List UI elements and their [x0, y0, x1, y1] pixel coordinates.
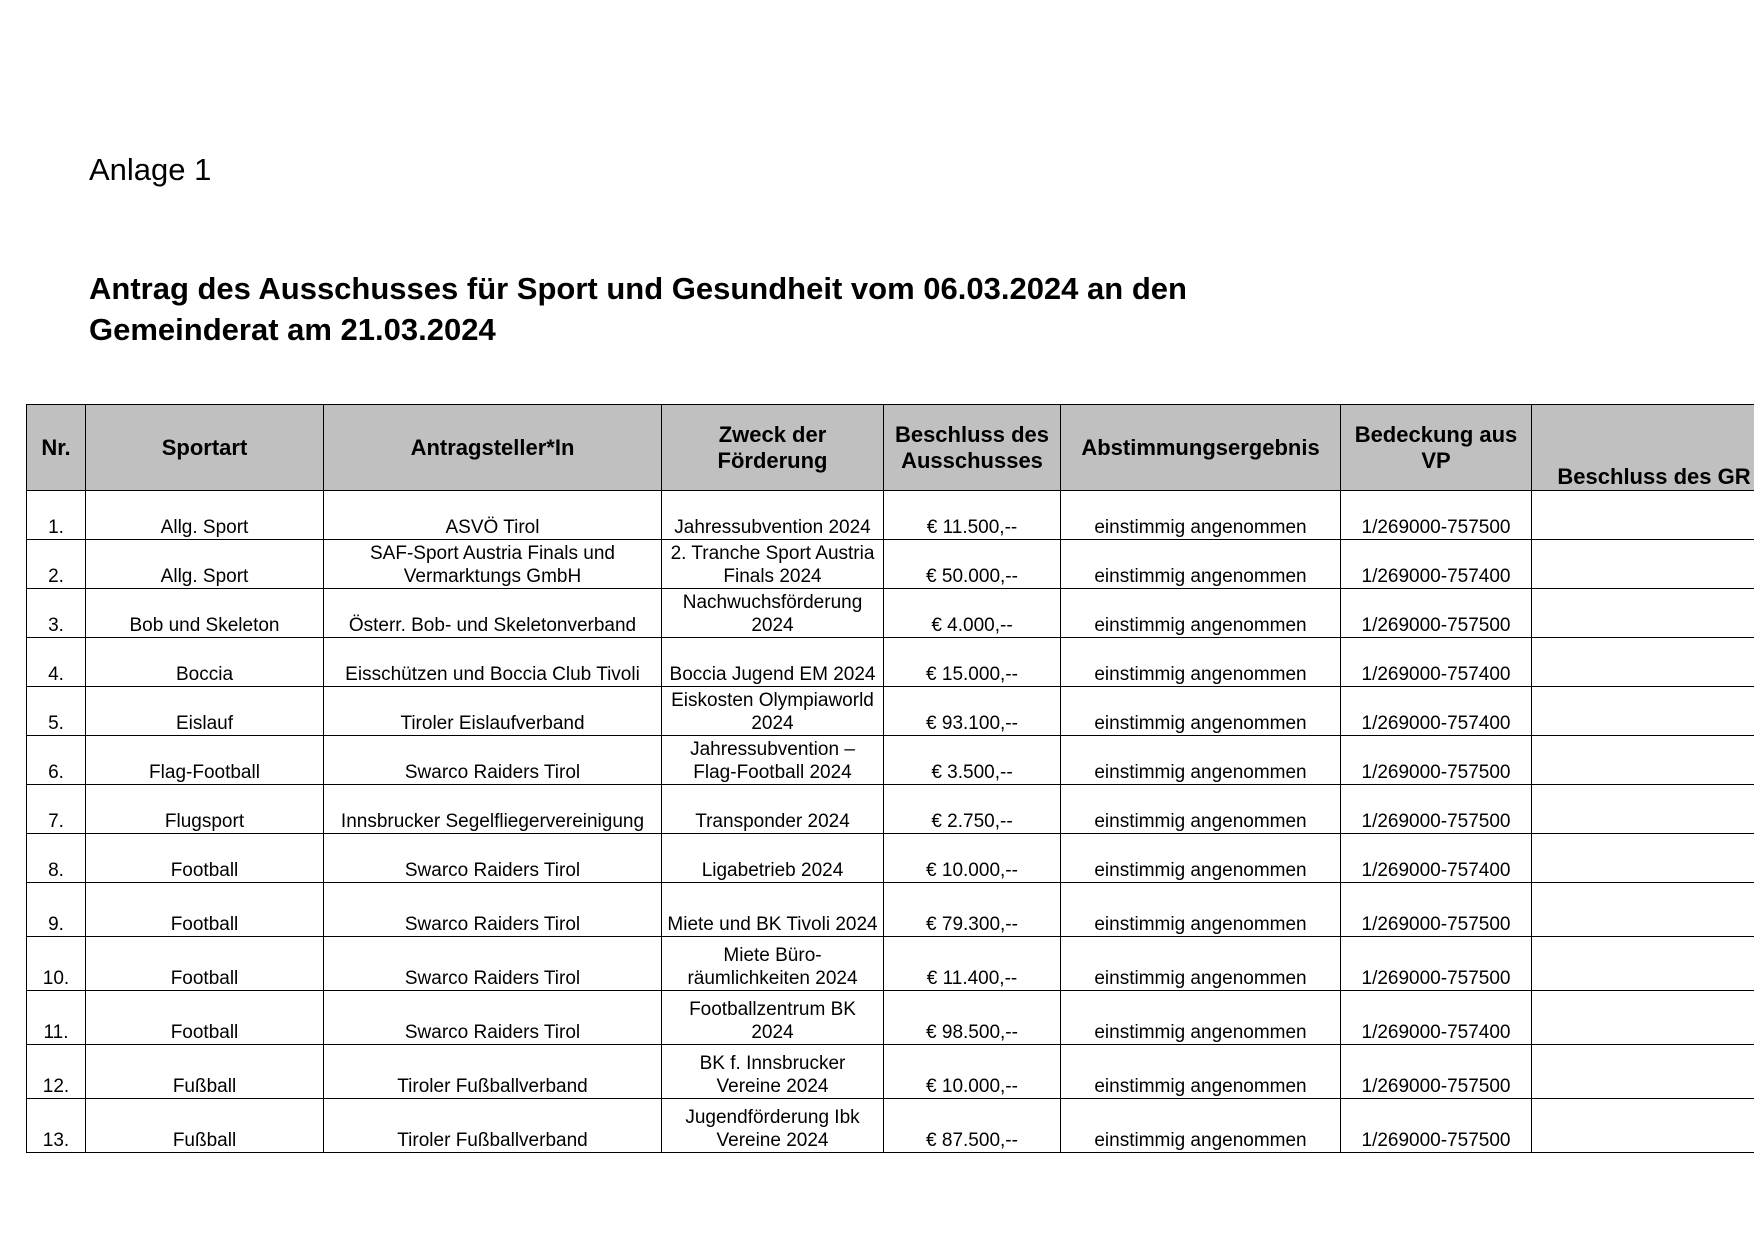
- cell-bedeckung: 1/269000-757500: [1341, 1099, 1532, 1153]
- cell-abstimmung: einstimmig angenommen: [1061, 491, 1341, 540]
- cell-beschluss-betrag: € 10.000,--: [884, 1045, 1061, 1099]
- cell-abstimmung: einstimmig angenommen: [1061, 638, 1341, 687]
- header-sportart: Sportart: [86, 405, 324, 491]
- cell-beschluss-betrag: € 2.750,--: [884, 785, 1061, 834]
- cell-abstimmung: einstimmig angenommen: [1061, 1045, 1341, 1099]
- cell-bedeckung: 1/269000-757500: [1341, 491, 1532, 540]
- cell-antragsteller: Swarco Raiders Tirol: [324, 883, 662, 937]
- cell-sportart: Football: [86, 991, 324, 1045]
- header-abstimmung: Abstimmungsergebnis: [1061, 405, 1341, 491]
- table-row: [27, 687, 1754, 736]
- table-row: [27, 638, 1754, 687]
- cell-sportart: Fußball: [86, 1099, 324, 1153]
- table-row: [27, 937, 1754, 991]
- header-bedeckung: Bedeckung aus VP: [1341, 405, 1532, 491]
- cell-bedeckung: 1/269000-757400: [1341, 991, 1532, 1045]
- table-body: [27, 491, 1754, 1153]
- cell-beschluss-betrag: € 4.000,--: [884, 589, 1061, 638]
- cell-abstimmung: einstimmig angenommen: [1061, 736, 1341, 785]
- cell-zweck: 2. Tranche Sport Austria Finals 2024: [662, 540, 884, 589]
- cell-beschluss-gr: [1532, 991, 1754, 1045]
- cell-beschluss-betrag: € 98.500,--: [884, 991, 1061, 1045]
- cell-antragsteller: Tiroler Eislaufverband: [324, 687, 662, 736]
- cell-antragsteller: Swarco Raiders Tirol: [324, 991, 662, 1045]
- cell-sportart: Boccia: [86, 638, 324, 687]
- cell-antragsteller: Swarco Raiders Tirol: [324, 834, 662, 883]
- cell-bedeckung: 1/269000-757500: [1341, 785, 1532, 834]
- cell-beschluss-gr: [1532, 736, 1754, 785]
- cell-bedeckung: 1/269000-757400: [1341, 687, 1532, 736]
- cell-beschluss-betrag: € 11.500,--: [884, 491, 1061, 540]
- cell-antragsteller: Innsbrucker Segelfliegervereinigung: [324, 785, 662, 834]
- cell-nr: 8.: [27, 834, 86, 883]
- cell-beschluss-betrag: € 50.000,--: [884, 540, 1061, 589]
- cell-antragsteller: Tiroler Fußballverband: [324, 1045, 662, 1099]
- cell-abstimmung: einstimmig angenommen: [1061, 883, 1341, 937]
- cell-abstimmung: einstimmig angenommen: [1061, 785, 1341, 834]
- cell-beschluss-gr: [1532, 589, 1754, 638]
- cell-beschluss-gr: [1532, 638, 1754, 687]
- cell-bedeckung: 1/269000-757400: [1341, 638, 1532, 687]
- cell-nr: 2.: [27, 540, 86, 589]
- cell-beschluss-gr: [1532, 883, 1754, 937]
- cell-nr: 7.: [27, 785, 86, 834]
- annex-label: Anlage 1: [89, 152, 212, 187]
- cell-sportart: Football: [86, 834, 324, 883]
- cell-beschluss-betrag: € 11.400,--: [884, 937, 1061, 991]
- cell-nr: 3.: [27, 589, 86, 638]
- cell-bedeckung: 1/269000-757400: [1341, 834, 1532, 883]
- cell-zweck: Jahressubvention – Flag-Football 2024: [662, 736, 884, 785]
- table-row: [27, 736, 1754, 785]
- cell-sportart: Fußball: [86, 1045, 324, 1099]
- cell-nr: 12.: [27, 1045, 86, 1099]
- cell-zweck: Miete Büro-räumlichkeiten 2024: [662, 937, 884, 991]
- header-nr: Nr.: [27, 405, 86, 491]
- cell-nr: 5.: [27, 687, 86, 736]
- cell-abstimmung: einstimmig angenommen: [1061, 540, 1341, 589]
- cell-bedeckung: 1/269000-757400: [1341, 540, 1532, 589]
- table-row: [27, 1045, 1754, 1099]
- table-row: [27, 1099, 1754, 1153]
- cell-sportart: Flugsport: [86, 785, 324, 834]
- cell-abstimmung: einstimmig angenommen: [1061, 589, 1341, 638]
- cell-beschluss-betrag: € 15.000,--: [884, 638, 1061, 687]
- cell-sportart: Football: [86, 937, 324, 991]
- cell-sportart: Allg. Sport: [86, 540, 324, 589]
- cell-beschluss-gr: [1532, 1099, 1754, 1153]
- cell-zweck: Transponder 2024: [662, 785, 884, 834]
- cell-sportart: Eislauf: [86, 687, 324, 736]
- table-row: [27, 834, 1754, 883]
- cell-nr: 11.: [27, 991, 86, 1045]
- cell-abstimmung: einstimmig angenommen: [1061, 937, 1341, 991]
- cell-zweck: Jugendförderung Ibk Vereine 2024: [662, 1099, 884, 1153]
- cell-beschluss-gr: [1532, 937, 1754, 991]
- cell-beschluss-betrag: € 87.500,--: [884, 1099, 1061, 1153]
- cell-beschluss-gr: [1532, 687, 1754, 736]
- cell-zweck: Footballzentrum BK 2024: [662, 991, 884, 1045]
- table-header-row: [27, 405, 1754, 491]
- cell-nr: 10.: [27, 937, 86, 991]
- cell-zweck: Ligabetrieb 2024: [662, 834, 884, 883]
- cell-beschluss-betrag: € 3.500,--: [884, 736, 1061, 785]
- cell-sportart: Allg. Sport: [86, 491, 324, 540]
- cell-beschluss-betrag: € 10.000,--: [884, 834, 1061, 883]
- cell-bedeckung: 1/269000-757500: [1341, 589, 1532, 638]
- cell-zweck: Boccia Jugend EM 2024: [662, 638, 884, 687]
- funding-table: [26, 404, 1754, 1153]
- cell-beschluss-gr: [1532, 834, 1754, 883]
- cell-nr: 13.: [27, 1099, 86, 1153]
- cell-beschluss-betrag: € 79.300,--: [884, 883, 1061, 937]
- cell-zweck: Miete und BK Tivoli 2024: [662, 883, 884, 937]
- cell-beschluss-gr: [1532, 491, 1754, 540]
- cell-nr: 4.: [27, 638, 86, 687]
- cell-sportart: Bob und Skeleton: [86, 589, 324, 638]
- cell-beschluss-gr: [1532, 1045, 1754, 1099]
- header-beschluss-ausschuss: Beschluss des Ausschusses: [884, 405, 1061, 491]
- cell-sportart: Football: [86, 883, 324, 937]
- cell-nr: 9.: [27, 883, 86, 937]
- cell-antragsteller: Tiroler Fußballverband: [324, 1099, 662, 1153]
- cell-antragsteller: Eisschützen und Boccia Club Tivoli: [324, 638, 662, 687]
- cell-beschluss-gr: [1532, 785, 1754, 834]
- cell-zweck: BK f. Innsbrucker Vereine 2024: [662, 1045, 884, 1099]
- table-row: [27, 991, 1754, 1045]
- cell-antragsteller: SAF-Sport Austria Finals und Vermarktungs GmbH: [324, 540, 662, 589]
- cell-nr: 6.: [27, 736, 86, 785]
- cell-abstimmung: einstimmig angenommen: [1061, 687, 1341, 736]
- cell-abstimmung: einstimmig angenommen: [1061, 991, 1341, 1045]
- cell-bedeckung: 1/269000-757500: [1341, 736, 1532, 785]
- cell-antragsteller: Swarco Raiders Tirol: [324, 937, 662, 991]
- header-zweck: Zweck der Förderung: [662, 405, 884, 491]
- table-row: [27, 589, 1754, 638]
- cell-zweck: Jahressubvention 2024: [662, 491, 884, 540]
- cell-antragsteller: ASVÖ Tirol: [324, 491, 662, 540]
- table-row: [27, 491, 1754, 540]
- cell-bedeckung: 1/269000-757500: [1341, 937, 1532, 991]
- cell-abstimmung: einstimmig angenommen: [1061, 1099, 1341, 1153]
- header-antragsteller: Antragsteller*In: [324, 405, 662, 491]
- cell-bedeckung: 1/269000-757500: [1341, 883, 1532, 937]
- cell-beschluss-betrag: € 93.100,--: [884, 687, 1061, 736]
- cell-beschluss-gr: [1532, 540, 1754, 589]
- table-row: [27, 540, 1754, 589]
- cell-antragsteller: Swarco Raiders Tirol: [324, 736, 662, 785]
- cell-zweck: Eiskosten Olympiaworld 2024: [662, 687, 884, 736]
- table-row: [27, 785, 1754, 834]
- cell-nr: 1.: [27, 491, 86, 540]
- header-beschluss-gr: Beschluss des GR: [1532, 405, 1754, 491]
- cell-antragsteller: Österr. Bob- und Skeletonverband: [324, 589, 662, 638]
- page-title-line-1: Antrag des Ausschusses für Sport und Gesundheit vom 06.03.2024 an den: [89, 271, 1187, 306]
- table-row: [27, 883, 1754, 937]
- page-title: [89, 268, 1187, 350]
- page-title-line-2: Gemeinderat am 21.03.2024: [89, 312, 496, 347]
- cell-bedeckung: 1/269000-757500: [1341, 1045, 1532, 1099]
- cell-zweck: Nachwuchsförderung 2024: [662, 589, 884, 638]
- cell-sportart: Flag-Football: [86, 736, 324, 785]
- cell-abstimmung: einstimmig angenommen: [1061, 834, 1341, 883]
